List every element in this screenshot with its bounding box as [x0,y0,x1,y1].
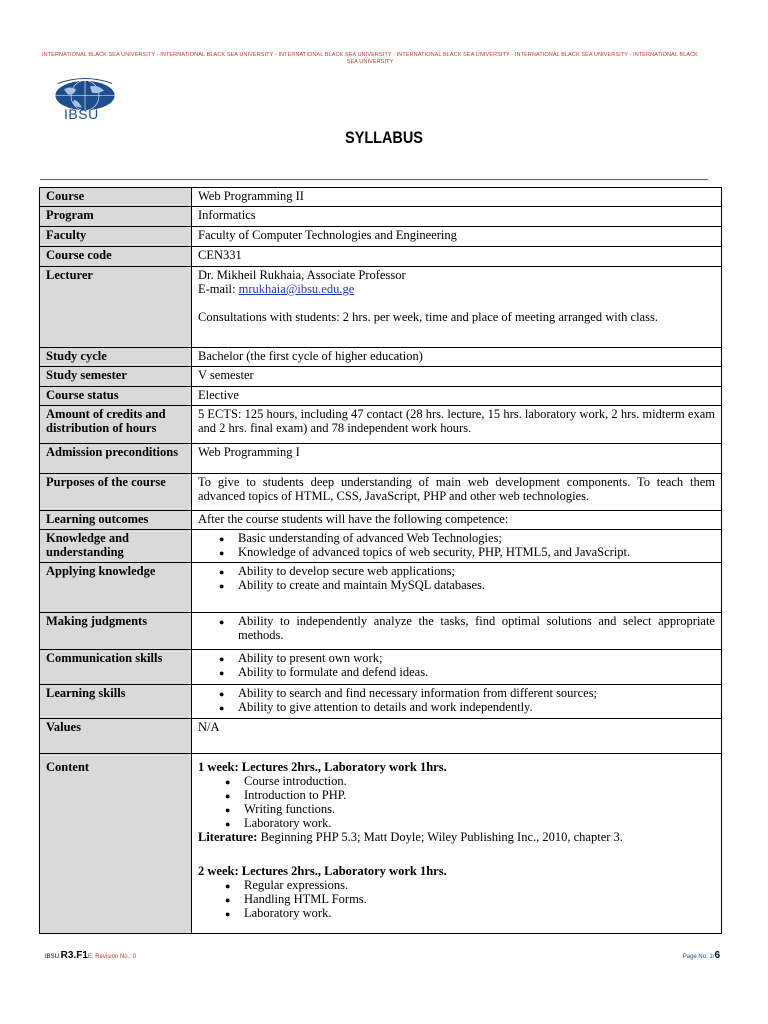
value-admission: Web Programming I [192,444,722,474]
row-lecturer [40,267,722,348]
list-item: ● Handling HTML Forms. [244,892,715,906]
list-item: ● Ability to independently analyze the tasks, find optimal solutions and select appropriate methods. [238,614,715,642]
footer-page-label: Page No: 1/ [682,954,715,960]
value-study-cycle: Bachelor (the first cycle of higher education) [192,348,722,367]
syllabus-table [39,187,722,934]
lecturer-email-line [198,282,715,296]
list-item: ● Ability to give attention to details and work independently. [238,700,715,714]
value-course-status: Elective [192,387,722,406]
label-content: Content [40,754,192,934]
value-applying [192,563,722,613]
list-item: ● Course introduction. [244,774,715,788]
week-2-heading: 2 week: Lectures 2hrs., Laboratory work 1hrs. [198,864,447,878]
footer-page-total: 6 [714,950,720,961]
literature-text: Beginning PHP 5.3; Matt Doyle; Wiley Publishing Inc., 2010, chapter 3. [257,830,623,844]
label-course-status: Course status [40,387,192,406]
footer-e: E [87,954,92,960]
list-item: ● Basic understanding of advanced Web Technologies; [238,531,715,545]
row-values [40,719,722,754]
label-course: Course [40,188,192,207]
footer-prefix: IBSU. [45,954,61,960]
list-item: ● Ability to develop secure web applications; [238,564,715,578]
label-communication: Communication skills [40,650,192,685]
list-item: ● Laboratory work. [244,816,715,830]
value-lecturer [192,267,722,348]
row-admission [40,444,722,474]
label-faculty: Faculty [40,227,192,247]
value-knowledge [192,530,722,563]
email-link[interactable]: mrukhaia@ibsu.edu.ge [238,282,355,296]
row-course-status [40,387,722,406]
week-1-heading: 1 week: Lectures 2hrs., Laboratory work 1hrs. [198,760,447,774]
value-outcomes: After the course students will have the following competence: [192,511,722,530]
row-learning [40,685,722,719]
row-purposes [40,474,722,511]
list-item: ● Knowledge of advanced topics of web security, PHP, HTML5, and JavaScript. [238,545,715,559]
row-study-semester [40,367,722,387]
label-values: Values [40,719,192,754]
email-label: E-mail: [198,282,239,296]
value-study-semester: V semester [192,367,722,387]
value-content [192,754,722,934]
ibsu-logo-text: IBSU [64,106,99,122]
row-credits [40,406,722,444]
label-credits: Amount of credits and distribution of hours [40,406,192,444]
footer-revision: ; Revision No.: 0 [91,954,136,960]
label-course-code: Course code [40,247,192,267]
list-item: ● Ability to search and find necessary information from different sources; [238,686,715,700]
page-title: SYLLABUS [345,128,423,147]
label-outcomes: Learning outcomes [40,511,192,530]
list-item: ● Writing functions. [244,802,715,816]
list-item: ● Regular expressions. [244,878,715,892]
row-judgments [40,613,722,650]
label-program: Program [40,207,192,227]
row-faculty [40,227,722,247]
label-knowledge: Knowledge and understanding [40,530,192,563]
list-item: ● Ability to create and maintain MySQL databases. [238,578,715,592]
footer-page-number [683,950,720,961]
row-course [40,188,722,207]
row-study-cycle [40,348,722,367]
title-divider [40,179,708,180]
value-course-code: CEN331 [192,247,722,267]
literature-label: Literature: [198,830,258,844]
lecturer-name: Dr. Mikheil Rukhaia, Associate Professor [198,268,406,282]
label-applying: Applying knowledge [40,563,192,613]
list-item: ● Ability to present own work; [238,651,715,665]
value-judgments [192,613,722,650]
footer-form-code [45,950,136,961]
label-study-cycle: Study cycle [40,348,192,367]
row-course-code [40,247,722,267]
label-lecturer: Lecturer [40,267,192,348]
label-judgments: Making judgments [40,613,192,650]
university-banner: INTERNATIONAL BLACK SEA UNIVERSITY - INTERNATIONAL BLACK SEA UNIVERSITY - INTERNATIONAL BLACK SEA UNIVERSITY - INTERNATIONAL BLACK SEA UNIVERSITY - INTERNATIONAL BLACK SEA UNIVERSITY - INTERNATIONAL BLACK SEA UNIVERSITY [42,52,698,65]
row-program [40,207,722,227]
value-communication [192,650,722,685]
value-credits: 5 ECTS: 125 hours, including 47 contact (28 hrs. lecture, 15 hrs. laboratory work, 2 hrs. midterm exam and 2 hrs. final exam) and 78 independent work hours. [192,406,722,444]
list-item: ● Ability to formulate and defend ideas. [238,665,715,679]
value-learning [192,685,722,719]
row-outcomes [40,511,722,530]
label-admission: Admission preconditions [40,444,192,474]
week-1-literature [198,830,715,844]
value-values: N/A [192,719,722,754]
value-purposes: To give to students deep understanding of main web development components. To teach them advanced topics of HTML, CSS, JavaScript, PHP and other web technologies. [192,474,722,511]
row-knowledge [40,530,722,563]
row-content [40,754,722,934]
list-item: ● Laboratory work. [244,906,715,920]
lecturer-consultations: Consultations with students: 2 hrs. per week, time and place of meeting arranged with class. [198,310,658,324]
value-course: Web Programming II [192,188,722,207]
footer-code: R3.F1 [60,950,88,961]
value-program: Informatics [192,207,722,227]
label-study-semester: Study semester [40,367,192,387]
row-applying [40,563,722,613]
value-faculty: Faculty of Computer Technologies and Engineering [192,227,722,247]
list-item: ● Introduction to PHP. [244,788,715,802]
row-communication [40,650,722,685]
label-learning: Learning skills [40,685,192,719]
label-purposes: Purposes of the course [40,474,192,511]
